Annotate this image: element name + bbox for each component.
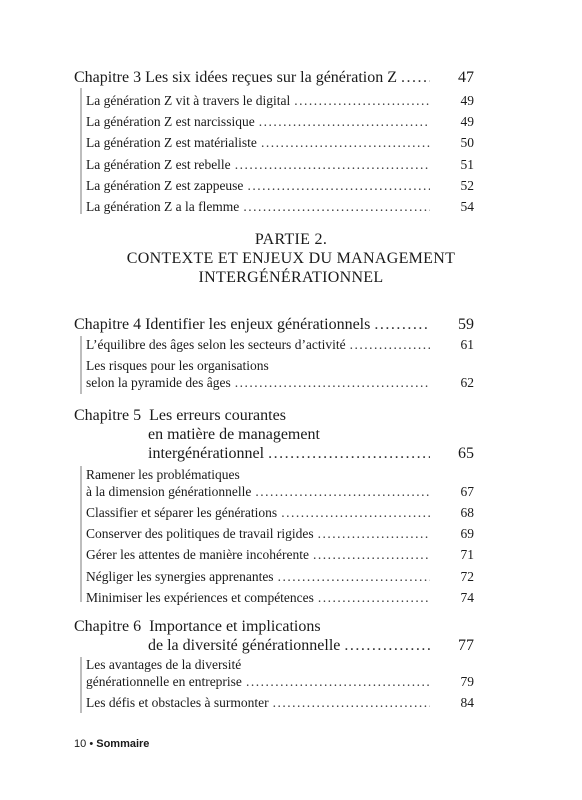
section-entry[interactable] (74, 156, 474, 173)
chapter-4-sections (74, 336, 474, 391)
chapter-3-block (74, 68, 474, 87)
part-2-number: PARTIE 2. (254, 231, 328, 248)
section-label-line1: Les avantages de la diversité (86, 657, 242, 672)
part-2-title-line2: INTERGÉNÉRATIONNEL (198, 269, 384, 286)
section-entry-multiline[interactable] (74, 357, 474, 391)
section-label: La génération Z est zappeuse (86, 177, 244, 193)
section-page: 84 (460, 695, 474, 710)
section-entry[interactable] (74, 92, 474, 109)
section-page: 52 (460, 177, 474, 193)
section-page: 51 (460, 156, 474, 172)
leader-dots (235, 374, 430, 391)
footer-label: Sommaire (96, 738, 150, 750)
section-entry[interactable] (74, 546, 474, 563)
section-label-line2: à la dimension générationnelle (86, 484, 252, 499)
chapter-5-page: 65 (458, 445, 474, 462)
chapter-3-entry[interactable] (74, 68, 474, 87)
section-page: 54 (460, 198, 474, 214)
leader-dots (259, 113, 430, 130)
chapter-5-title-part1: Les erreurs courantes (149, 407, 286, 424)
leader-dots (350, 336, 430, 353)
chapter-6-title-line1 (74, 617, 474, 636)
chapter-6-sections (74, 656, 474, 711)
chapter-5-title-line2: en matière de management (148, 426, 320, 443)
section-label: La génération Z est narcissique (86, 114, 255, 130)
leader-dots (243, 198, 430, 215)
section-page: 71 (460, 547, 474, 563)
chapter-6-title-line2 (74, 636, 474, 655)
chapter-3-sections (74, 92, 474, 215)
section-entry-multiline[interactable] (74, 466, 474, 500)
section-page: 49 (460, 114, 474, 130)
section-entry[interactable] (74, 113, 474, 130)
section-label: Les défis et obstacles à surmonter (86, 695, 269, 710)
section-entry[interactable] (74, 177, 474, 194)
section-label: Minimiser les expériences et compétences (86, 589, 314, 605)
leader-dots (235, 156, 430, 173)
leader-dots (268, 444, 430, 463)
footer-page-number: 10 (74, 738, 87, 750)
leader-dots (374, 315, 430, 334)
page-footer (74, 738, 149, 750)
chapter-6-title-part1: Importance et implications (149, 618, 321, 635)
leader-dots (318, 525, 430, 542)
section-page: 74 (460, 589, 474, 605)
section-entry[interactable] (74, 198, 474, 215)
section-label: Classifier et séparer les générations (86, 505, 278, 520)
chapter-6-number: Chapitre 6 (74, 618, 142, 635)
chapter-4-entry[interactable] (74, 315, 474, 334)
section-label-line1: Ramener les problématiques (86, 467, 240, 482)
chapter-3-title: Chapitre 3 Les six idées reçues sur la génération Z (74, 69, 397, 86)
section-label-line2: selon la pyramide des âges (86, 375, 231, 390)
section-entry[interactable] (74, 525, 474, 542)
section-entry[interactable] (74, 589, 474, 606)
chapter-4-page: 59 (458, 316, 474, 333)
leader-dots (247, 177, 430, 194)
leader-dots (294, 92, 430, 109)
chapter-4-block (74, 315, 474, 334)
section-label-line2: générationnelle en entreprise (86, 674, 242, 689)
chapter-6-block[interactable] (74, 617, 474, 655)
chapter-5-title-part3: intergénérationnel (148, 445, 265, 462)
section-label-line1: Les risques pour les organisations (86, 358, 269, 373)
leader-dots (401, 68, 430, 87)
leader-dots (278, 568, 430, 585)
section-page: 62 (460, 375, 474, 390)
leader-dots (273, 694, 430, 711)
section-page: 61 (460, 337, 474, 352)
leader-dots (255, 483, 430, 500)
section-label: La génération Z a la flemme (86, 198, 240, 214)
section-label: Négliger les synergies apprenantes (86, 568, 274, 584)
chapter-4-title: Chapitre 4 Identifier les enjeux générationnels (74, 316, 371, 333)
chapter-5-title-line3 (74, 444, 474, 463)
section-page: 49 (460, 93, 474, 108)
section-entry[interactable] (74, 504, 474, 521)
chapter-6-page: 77 (458, 637, 474, 654)
section-entry[interactable] (74, 336, 474, 353)
leader-dots (246, 673, 430, 690)
part-2-title-line1: CONTEXTE ET ENJEUX DU MANAGEMENT (126, 250, 456, 267)
section-page: 72 (460, 568, 474, 584)
section-label: La génération Z est rebelle (86, 156, 231, 172)
section-label: Gérer les attentes de manière incohérente (86, 547, 310, 563)
section-entry-multiline[interactable] (74, 656, 474, 690)
chapter-5-sections (74, 466, 474, 606)
chapter-5-block[interactable] (74, 406, 474, 463)
section-page: 67 (460, 484, 474, 499)
chapter-5-title-line1 (74, 406, 474, 425)
chapter-5-number: Chapitre 5 (74, 407, 142, 424)
section-label: Conserver des politiques de travail rigides (86, 526, 314, 542)
section-page: 79 (460, 674, 474, 689)
chapter-3-page: 47 (458, 69, 474, 86)
leader-dots (313, 546, 430, 563)
part-2-heading (0, 230, 582, 287)
section-entry[interactable] (74, 694, 474, 711)
section-label: La génération Z est matérialiste (86, 135, 257, 151)
footer-bullet: • (89, 738, 94, 750)
leader-dots (261, 134, 430, 151)
section-label: L’équilibre des âges selon les secteurs d’activité (86, 337, 346, 352)
section-label: La génération Z vit à travers le digital (86, 93, 291, 108)
section-entry[interactable] (74, 568, 474, 585)
section-page: 50 (460, 135, 474, 151)
leader-dots (281, 504, 430, 521)
chapter-6-title-part2: de la diversité générationnelle (148, 637, 341, 654)
leader-dots (318, 589, 430, 606)
leader-dots (344, 636, 430, 655)
section-page: 68 (460, 505, 474, 520)
section-page: 69 (460, 526, 474, 542)
section-entry[interactable] (74, 134, 474, 151)
